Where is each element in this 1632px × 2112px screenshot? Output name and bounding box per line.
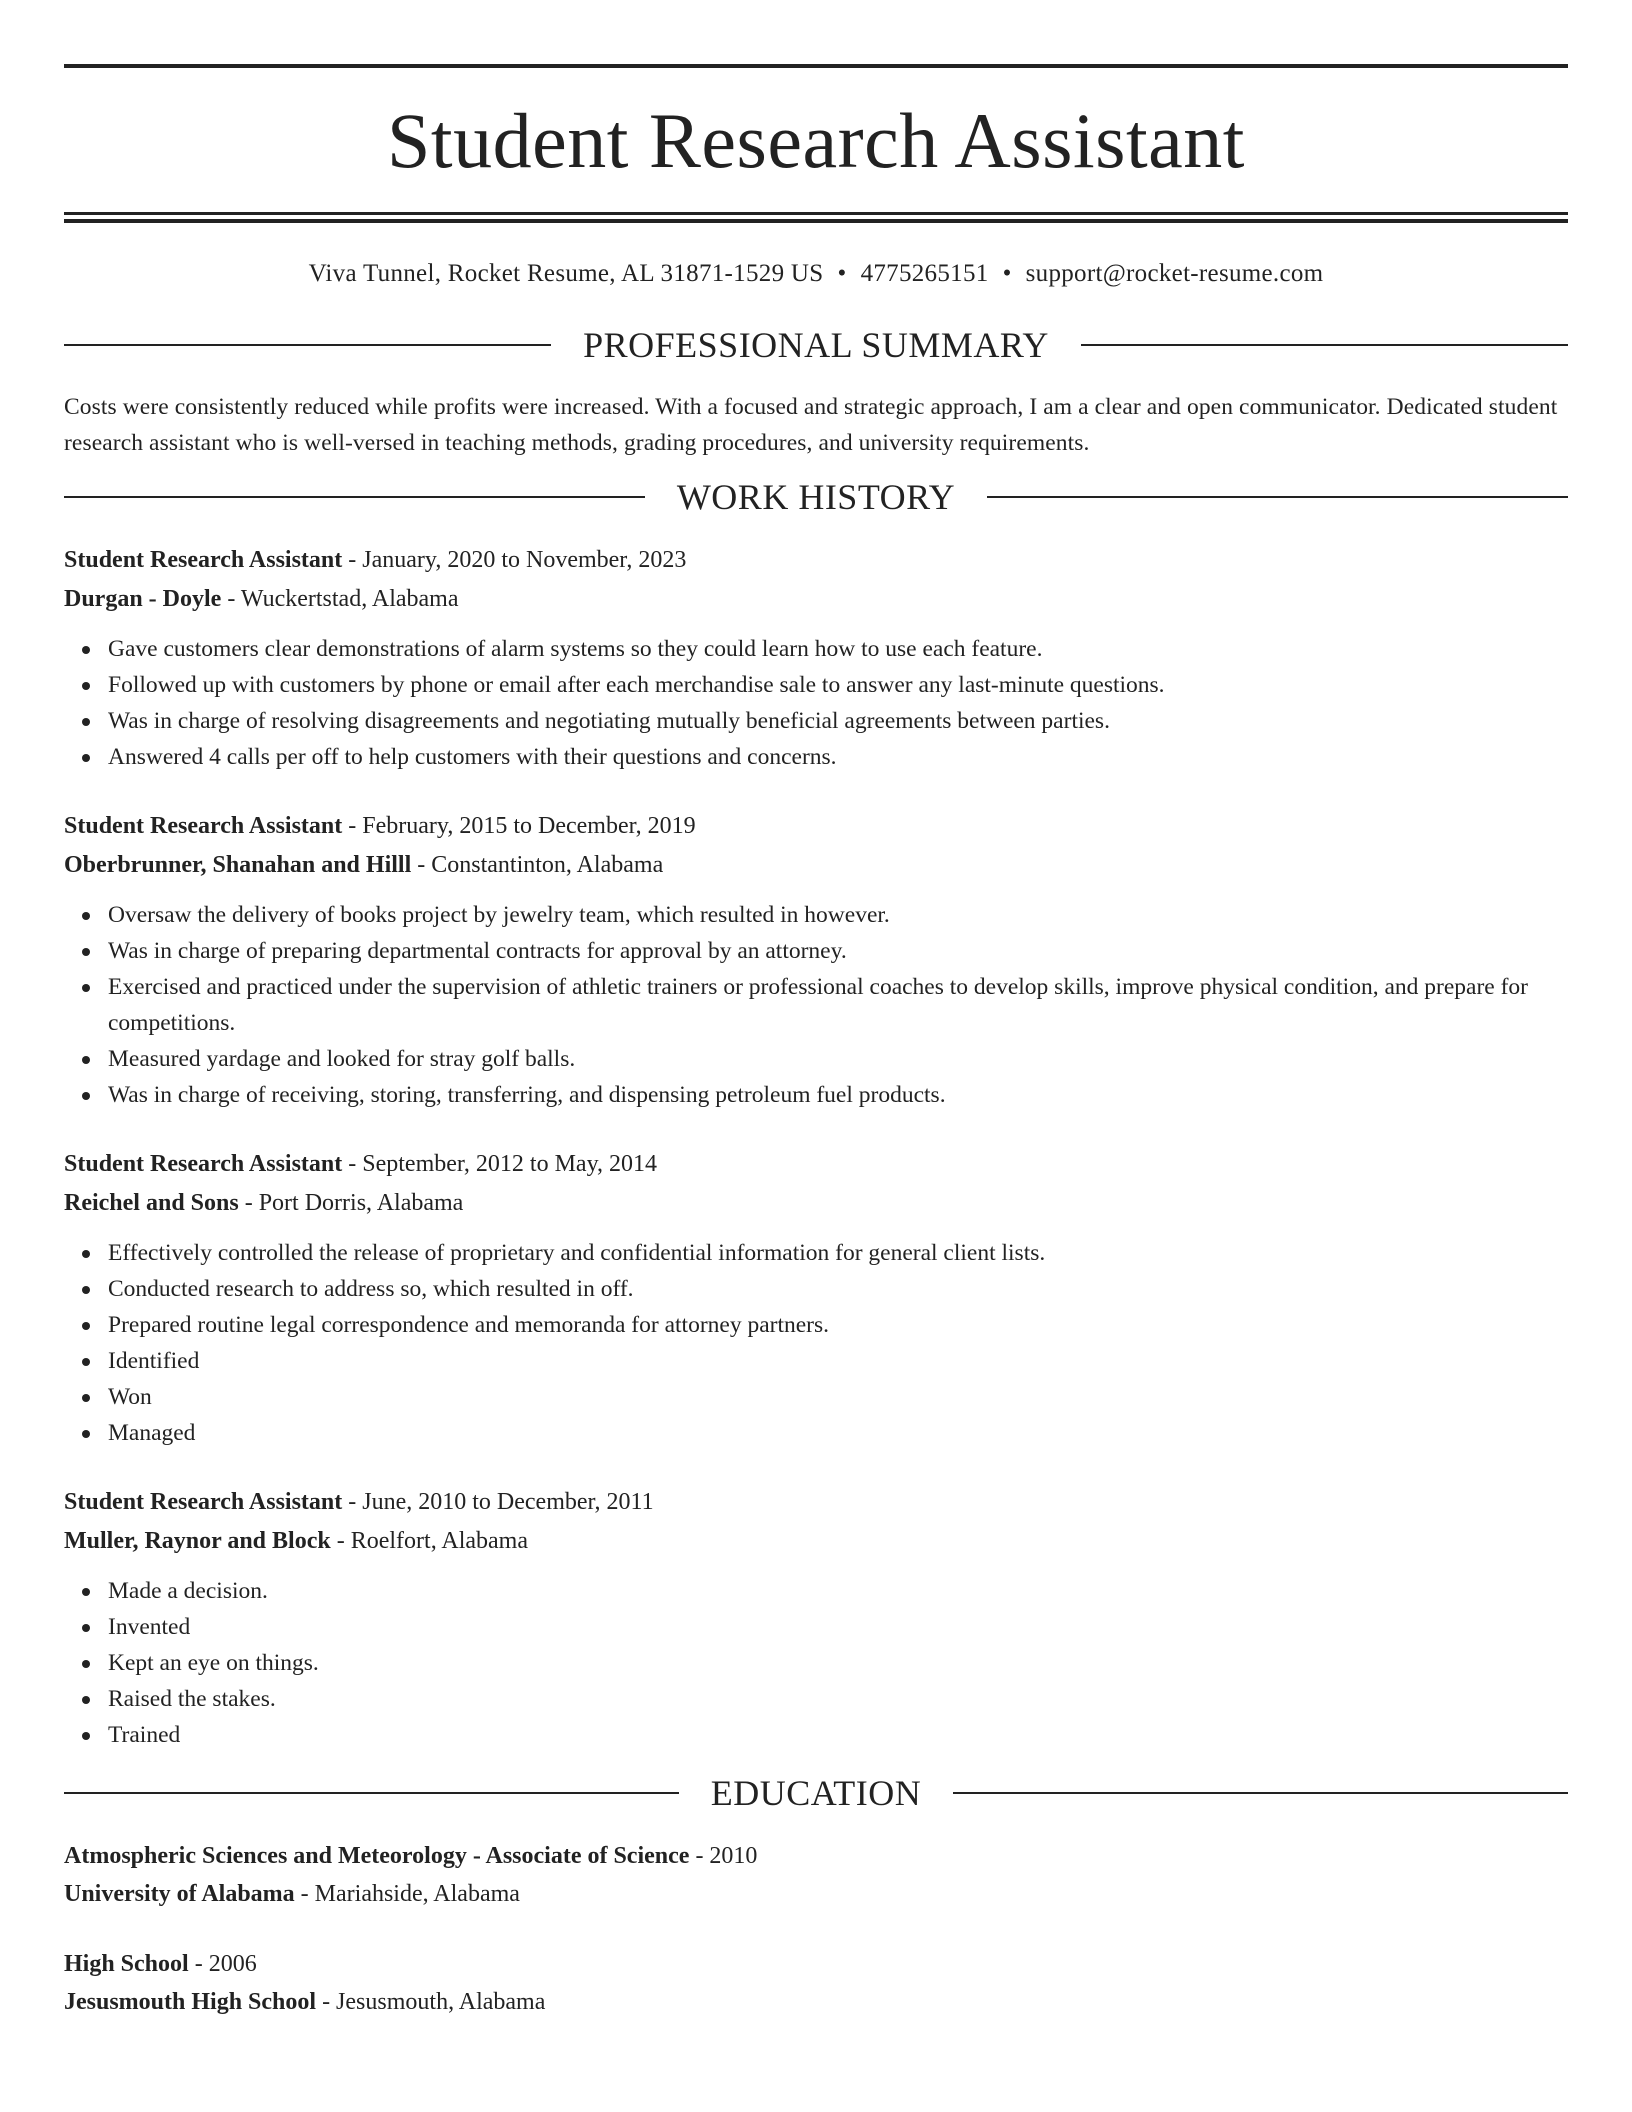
job-title: Student Research Assistant (64, 813, 343, 839)
education-entry (64, 1837, 1568, 1913)
list-item: Was in charge of receiving, storing, transferring, and dispensing petroleum fuel products. (108, 1077, 1568, 1113)
list-item: Invented (108, 1609, 1568, 1645)
heading-rule-right (987, 496, 1568, 498)
work-history-heading (64, 479, 1568, 515)
education-entry (64, 1945, 1568, 2021)
bullet-separator: • (1002, 260, 1012, 287)
job-entry (64, 807, 1568, 1113)
bullet-separator: • (837, 260, 847, 287)
summary-text: Costs were consistently reduced while profits were increased. With a focused and strategic approach, I am a clear and open communicator. Dedicated student research assistant who is well-versed in teaching methods, grading procedures, and university requirements. (64, 394, 1558, 456)
contact-line (64, 259, 1568, 289)
job-location: - Constantinton, Alabama (411, 852, 664, 878)
top-rule (64, 64, 1568, 68)
job-title: Student Research Assistant (64, 1489, 343, 1515)
section-title: WORK HISTORY (676, 477, 956, 517)
job-bullets (64, 1573, 1568, 1753)
job-location: - Roelfort, Alabama (330, 1528, 528, 1554)
contact-email: support@rocket-resume.com (1025, 260, 1324, 287)
list-item: Gave customers clear demonstrations of alarm systems so they could learn how to use each feature. (108, 631, 1568, 667)
list-item: Managed (108, 1415, 1568, 1451)
contact-phone: 4775265151 (860, 260, 989, 287)
list-item: Measured yardage and looked for stray golf balls. (108, 1041, 1568, 1077)
education-year: - 2010 (689, 1843, 758, 1869)
list-item: Conducted research to address so, which resulted in off. (108, 1271, 1568, 1307)
heading-rule-left (64, 344, 551, 346)
education-school: Jesusmouth High School (64, 1989, 317, 2015)
education-location: - Jesusmouth, Alabama (316, 1989, 546, 2015)
list-item: Was in charge of resolving disagreements and negotiating mutually beneficial agreements between parties. (108, 703, 1568, 739)
job-location: - Wuckertstad, Alabama (221, 586, 459, 612)
education-degree: Atmospheric Sciences and Meteorology - Associate of Science (64, 1843, 690, 1869)
list-item: Kept an eye on things. (108, 1645, 1568, 1681)
job-company: Reichel and Sons (64, 1190, 239, 1216)
job-entry (64, 1483, 1568, 1753)
job-location: - Port Dorris, Alabama (238, 1190, 464, 1216)
job-company: Muller, Raynor and Block (64, 1528, 331, 1554)
heading-rule-right (1081, 344, 1568, 346)
section-title: PROFESSIONAL SUMMARY (583, 325, 1049, 365)
job-entry (64, 1145, 1568, 1451)
list-item: Prepared routine legal correspondence and memoranda for attorney partners. (108, 1307, 1568, 1343)
education-heading (64, 1775, 1568, 1811)
job-bullets (64, 1235, 1568, 1451)
job-bullets (64, 631, 1568, 775)
job-company: Oberbrunner, Shanahan and Hilll (64, 852, 412, 878)
job-entry (64, 541, 1568, 775)
section-title: EDUCATION (710, 1773, 922, 1813)
list-item: Raised the stakes. (108, 1681, 1568, 1717)
list-item: Answered 4 calls per off to help customers with their questions and concerns. (108, 739, 1568, 775)
heading-rule-left (64, 1792, 679, 1794)
education-degree: High School (64, 1951, 189, 1977)
education-location: - Mariahside, Alabama (294, 1881, 520, 1907)
job-company: Durgan - Doyle (64, 586, 222, 612)
list-item: Was in charge of preparing departmental contracts for approval by an attorney. (108, 933, 1568, 969)
education-school: University of Alabama (64, 1881, 295, 1907)
education-year: - 2006 (188, 1951, 257, 1977)
job-title: Student Research Assistant (64, 1151, 343, 1177)
page-title: Student Research Assistant (387, 97, 1245, 184)
list-item: Won (108, 1379, 1568, 1415)
job-dates: - June, 2010 to December, 2011 (342, 1489, 654, 1515)
list-item: Oversaw the delivery of books project by jewelry team, which resulted in however. (108, 897, 1568, 933)
heading-rule-right (953, 1792, 1568, 1794)
list-item: Identified (108, 1343, 1568, 1379)
double-rule (64, 212, 1568, 223)
job-dates: - January, 2020 to November, 2023 (342, 547, 687, 573)
job-dates: - February, 2015 to December, 2019 (342, 813, 696, 839)
work-history-list (64, 541, 1568, 1753)
list-item: Effectively controlled the release of proprietary and confidential information for general client lists. (108, 1235, 1568, 1271)
list-item: Made a decision. (108, 1573, 1568, 1609)
list-item: Followed up with customers by phone or email after each merchandise sale to answer any last-minute questions. (108, 667, 1568, 703)
list-item: Exercised and practiced under the supervision of athletic trainers or professional coaches to develop skills, improve physical condition, and prepare for competitions. (108, 969, 1568, 1041)
job-dates: - September, 2012 to May, 2014 (342, 1151, 658, 1177)
heading-rule-left (64, 496, 645, 498)
contact-address: Viva Tunnel, Rocket Resume, AL 31871-1529 US (308, 260, 824, 287)
list-item: Trained (108, 1717, 1568, 1753)
summary-heading (64, 327, 1568, 363)
job-bullets (64, 897, 1568, 1113)
job-title: Student Research Assistant (64, 547, 343, 573)
